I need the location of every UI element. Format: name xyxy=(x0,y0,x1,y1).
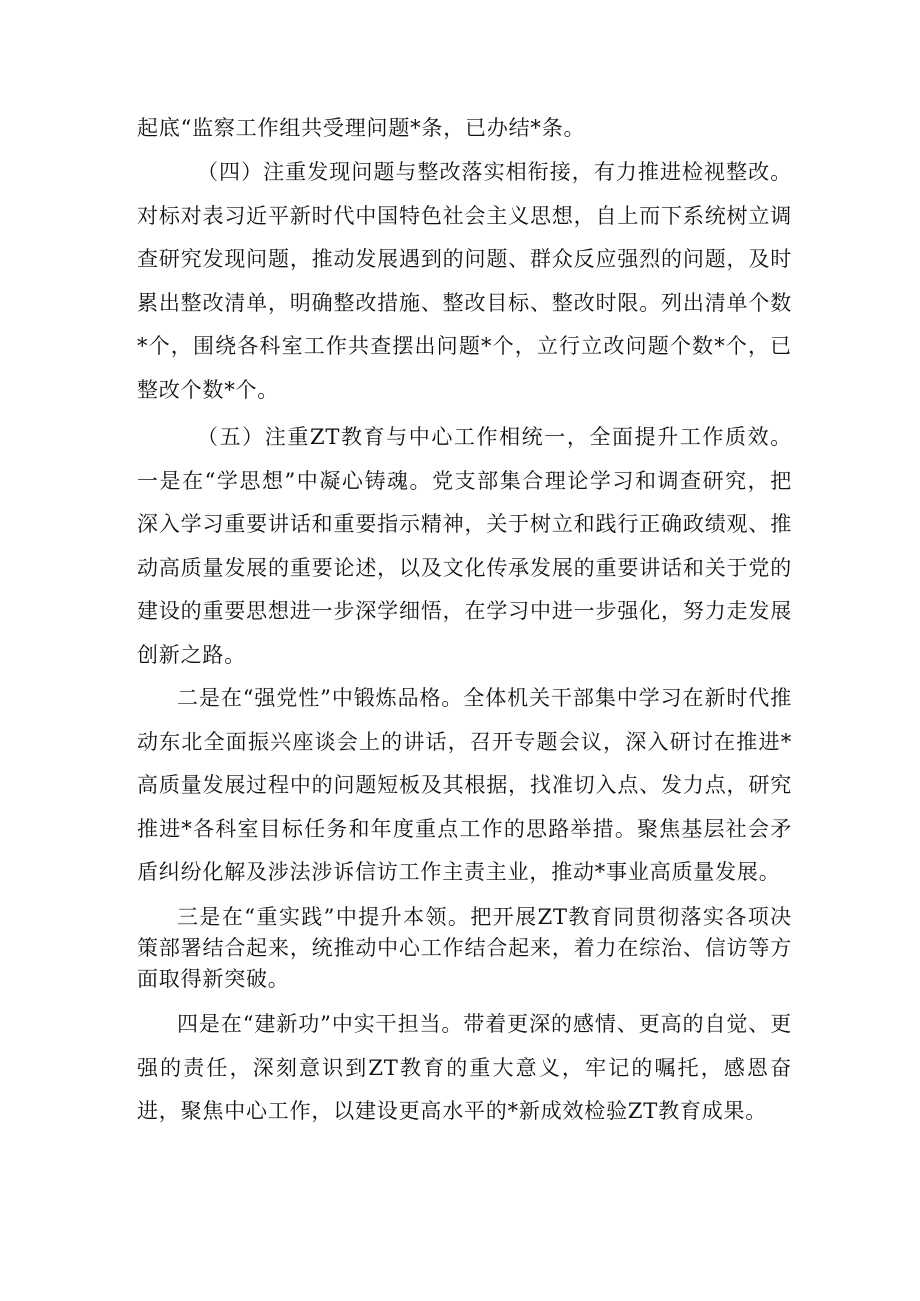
paragraph-5: 三是在“重实践”中提升本领。把开展ZT教育同贯彻落实各项决策部署结合起来，统推动中心工作结合起来，着力在综治、信访等方面取得新突破。 xyxy=(137,905,792,991)
paragraph-6: 四是在“建新功”中实干担当。带着更深的感情、更高的自觉、更强的责任，深刻意识到ZT教育的重大意义，牢记的嘱托，感恩奋进，聚焦中心工作，以建设更高水平的*新成效检验ZT教育成果。 xyxy=(137,1012,792,1124)
paragraph-3: （五）注重ZT教育与中心工作相统一，全面提升工作质效。一是在“学思想”中凝心铸魂。党支部集合理论学习和调查研究，把深入学习重要讲话和重要指示精神，关于树立和践行正确政绩观、推动高质量发展的重要论述，以及文化传承发展的重要讲话和关于党的建设的重要思想进一步深学细悟，在学习中进一步强化，努力走发展创新之路。 xyxy=(137,425,792,667)
paragraph-1: 起底“监察工作组共受理问题*条，已办结*条。 xyxy=(137,116,586,140)
paragraph-2: （四）注重发现问题与整改落实相衔接，有力推进检视整改。对标对表习近平新时代中国特色社会主义思想，自上而下系统树立调查研究发现问题，推动发展遇到的问题、群众反应强烈的问题，及时累出整改清单，明确整改措施、整改目标、整改时限。列出清单个数*个，围绕各科室工作共查摆出问题*个，立行立改问题个数*个，已整改个数*个。 xyxy=(137,160,792,402)
paragraph-4: 二是在“强党性”中锻炼品格。全体机关干部集中学习在新时代推动东北全面振兴座谈会上的讲话，召开专题会议，深入研讨在推进*高质量发展过程中的问题短板及其根据，找准切入点、发力点，研究推进*各科室目标任务和年度重点工作的思路举措。聚焦基层社会矛盾纠纷化解及涉法涉诉信访工作主责主业，推动*事业高质量发展。 xyxy=(137,686,792,885)
